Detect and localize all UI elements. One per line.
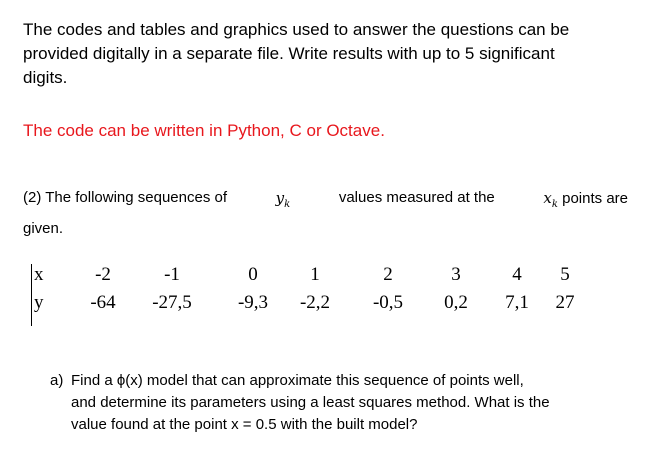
part-a-body (71, 370, 625, 436)
table-divider (31, 264, 32, 326)
part-a (50, 370, 625, 436)
problem-text-a: (2) The following sequences of (23, 189, 228, 206)
problem-statement (23, 186, 628, 241)
part-a-label: a) (50, 372, 64, 389)
x-value: 3 (451, 264, 461, 285)
x-value: -2 (95, 264, 111, 285)
problem-line-2: given. (23, 220, 64, 237)
part-a-line-1: Find a ϕ(x) model that can approximate this sequence of points well, (71, 372, 524, 389)
x-value: 5 (560, 264, 570, 285)
x-row-label: x (34, 264, 44, 285)
part-a-line-3: value found at the point x = 0.5 with the built model? (71, 416, 418, 433)
var-x-k: $x_k$ (543, 189, 558, 210)
y-value: -64 (90, 292, 116, 313)
var-y-k: $y_k$ (275, 189, 291, 210)
x-value: 4 (512, 264, 522, 285)
y-row-label: y (34, 292, 44, 313)
y-value: -27,5 (152, 292, 192, 313)
x-value: -1 (164, 264, 180, 285)
y-value: -2,2 (299, 292, 331, 313)
y-value: -9,3 (237, 292, 269, 313)
intro-line-3: digits. (23, 68, 68, 87)
y-value: 7,1 (505, 292, 529, 313)
problem-text-b: values measured at the (338, 189, 495, 206)
problem-line-1 (23, 186, 628, 217)
intro-line-2: provided digitally in a separate file. Write results with up to 5 significant (23, 44, 555, 63)
y-value: -0,5 (372, 292, 404, 313)
part-a-line-2: and determine its parameters using a least squares method. What is the (71, 394, 550, 411)
language-note (23, 119, 633, 143)
language-note-period: . (380, 121, 385, 140)
x-value: 2 (383, 264, 393, 285)
x-value: 1 (310, 264, 320, 285)
intro-line-1: The codes and tables and graphics used to answer the questions can be (23, 20, 570, 39)
language-note-text: The code can be written in Python, C or Octave (23, 121, 381, 140)
intro-paragraph (23, 18, 633, 90)
problem-text-c-group (543, 186, 628, 217)
y-value: 0,2 (444, 292, 468, 313)
y-value: 27 (555, 292, 575, 313)
problem-text-c: points are (562, 190, 628, 207)
x-value: 0 (248, 264, 258, 285)
